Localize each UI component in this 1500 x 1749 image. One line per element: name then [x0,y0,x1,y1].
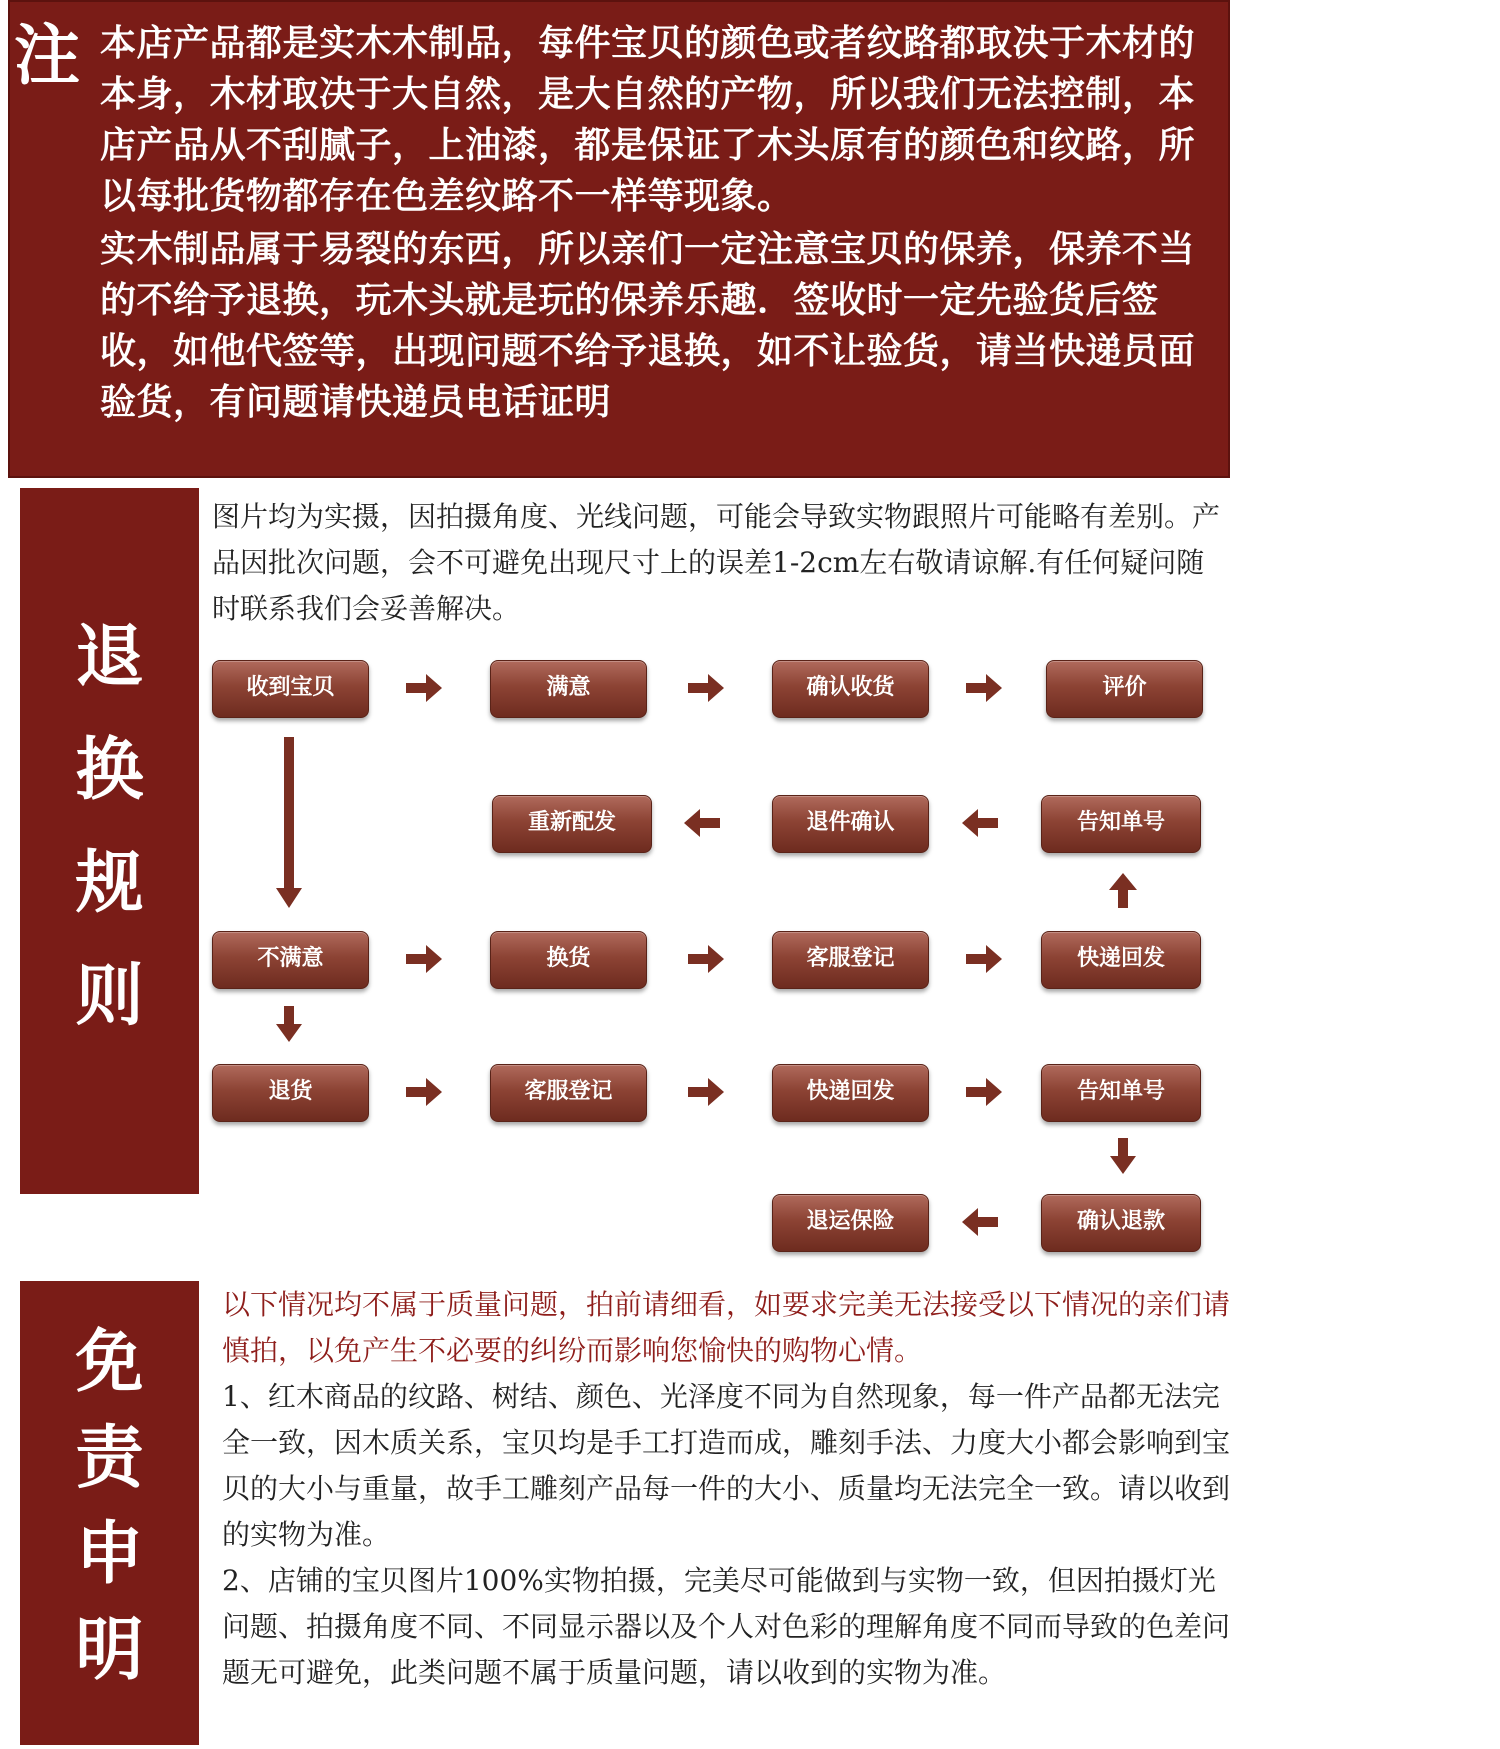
flow-step-receive: 收到宝贝 [212,660,369,718]
arrow-right [966,945,1002,973]
returns-title-char: 规 [75,844,144,923]
disclaimer-title-bar [20,1281,199,1745]
flow-step-courier-return: 快递回发 [772,1064,929,1122]
flow-step-satisfied: 满意 [490,660,647,718]
disclaimer-title-char: 明 [75,1611,144,1690]
flow-step-tracking-number: 告知单号 [1041,1064,1201,1122]
flow-step-review: 评价 [1046,660,1203,718]
arrow-right [406,674,442,702]
flow-step-confirm-refund: 确认退款 [1041,1194,1201,1252]
disclaimer-note: 以下情况均不属于质量问题，拍前请细看，如要求完美无法接受以下情况的亲们请慎拍，以免产生不必要的纠纷而影响您愉快的购物心情。 [222,1288,1231,1367]
arrow-down [276,1006,302,1042]
arrow-right [688,1078,724,1106]
flow-step-confirm-receipt: 确认收货 [772,660,929,718]
arrow-down [1110,1138,1136,1174]
notice-paragraph-1: 本店产品都是实木木制品，每件宝贝的颜色或者纹路都取决于木材的本身，木材取决于大自然，是大自然的产物，所以我们无法控制，本店产品从不刮腻子，上油漆，都是保证了木头原有的颜色和纹路，所以每批货物都存在色差纹路不一样等现象。 [100,23,1196,217]
flow-step-exchange: 换货 [490,931,647,989]
notice-paragraph-2: 实木制品属于易裂的东西，所以亲们一定注意宝贝的保养，保养不当的不给予退换，玩木头就是玩的保养乐趣．签收时一定先验货后签收，如他代签等，出现问题不给予退换，如不让验货，请当快递员面验货，有问题请快递员电话证明 [100,229,1196,423]
disclaimer-title-char: 责 [75,1419,144,1498]
returns-title-char: 退 [75,618,144,697]
flow-step-courier-return: 快递回发 [1041,931,1201,989]
arrow-left [962,1208,998,1236]
arrow-right [966,1078,1002,1106]
flow-step-return-confirm: 退件确认 [772,795,929,853]
returns-intro: 图片均为实摄，因拍摄角度、光线问题，可能会导致实物跟照片可能略有差别。产品因批次问题，会不可避免出现尺寸上的误差1-2cm左右敬请谅解.有任何疑问随时联系我们会妥善解决。 [212,500,1221,625]
flow-step-service-register: 客服登记 [772,931,929,989]
returns-title-char: 则 [75,957,144,1036]
arrow-right [406,945,442,973]
disclaimer-item-2: 2、店铺的宝贝图片100%实物拍摄，完美尽可能做到与实物一致，但因拍摄灯光问题、拍摄角度不同、不同显示器以及个人对色彩的理解角度不同而导致的色差问题无可避免，此类问题不属于质量问题，请以收到的实物为准。 [222,1564,1231,1689]
flow-step-unsatisfied: 不满意 [212,931,369,989]
arrow-right [688,945,724,973]
arrow-right [688,674,724,702]
notice-mark: 注 [14,17,80,94]
arrow-left [962,809,998,837]
disclaimer-body [222,1282,1232,1696]
flow-step-tracking-number: 告知单号 [1041,795,1201,853]
arrow-right [966,674,1002,702]
arrow-up [1109,873,1137,908]
arrow-down [276,737,302,908]
disclaimer-title-char: 免 [75,1323,144,1402]
flow-step-return-goods: 退货 [212,1064,369,1122]
returns-title-char: 换 [75,731,144,810]
flow-step-return-insurance: 退运保险 [772,1194,929,1252]
arrow-right [406,1078,442,1106]
arrow-left [684,809,720,837]
disclaimer-title-char: 申 [75,1515,144,1594]
flow-step-service-register: 客服登记 [490,1064,647,1122]
flow-step-resend: 重新配发 [492,795,652,853]
disclaimer-item-1: 1、红木商品的纹路、树结、颜色、光泽度不同为自然现象，每一件产品都无法完全一致，因木质关系，宝贝均是手工打造而成，雕刻手法、力度大小都会影响到宝贝的大小与重量，故手工雕刻产品每一件的大小、质量均无法完全一致。请以收到的实物为准。 [222,1380,1231,1551]
